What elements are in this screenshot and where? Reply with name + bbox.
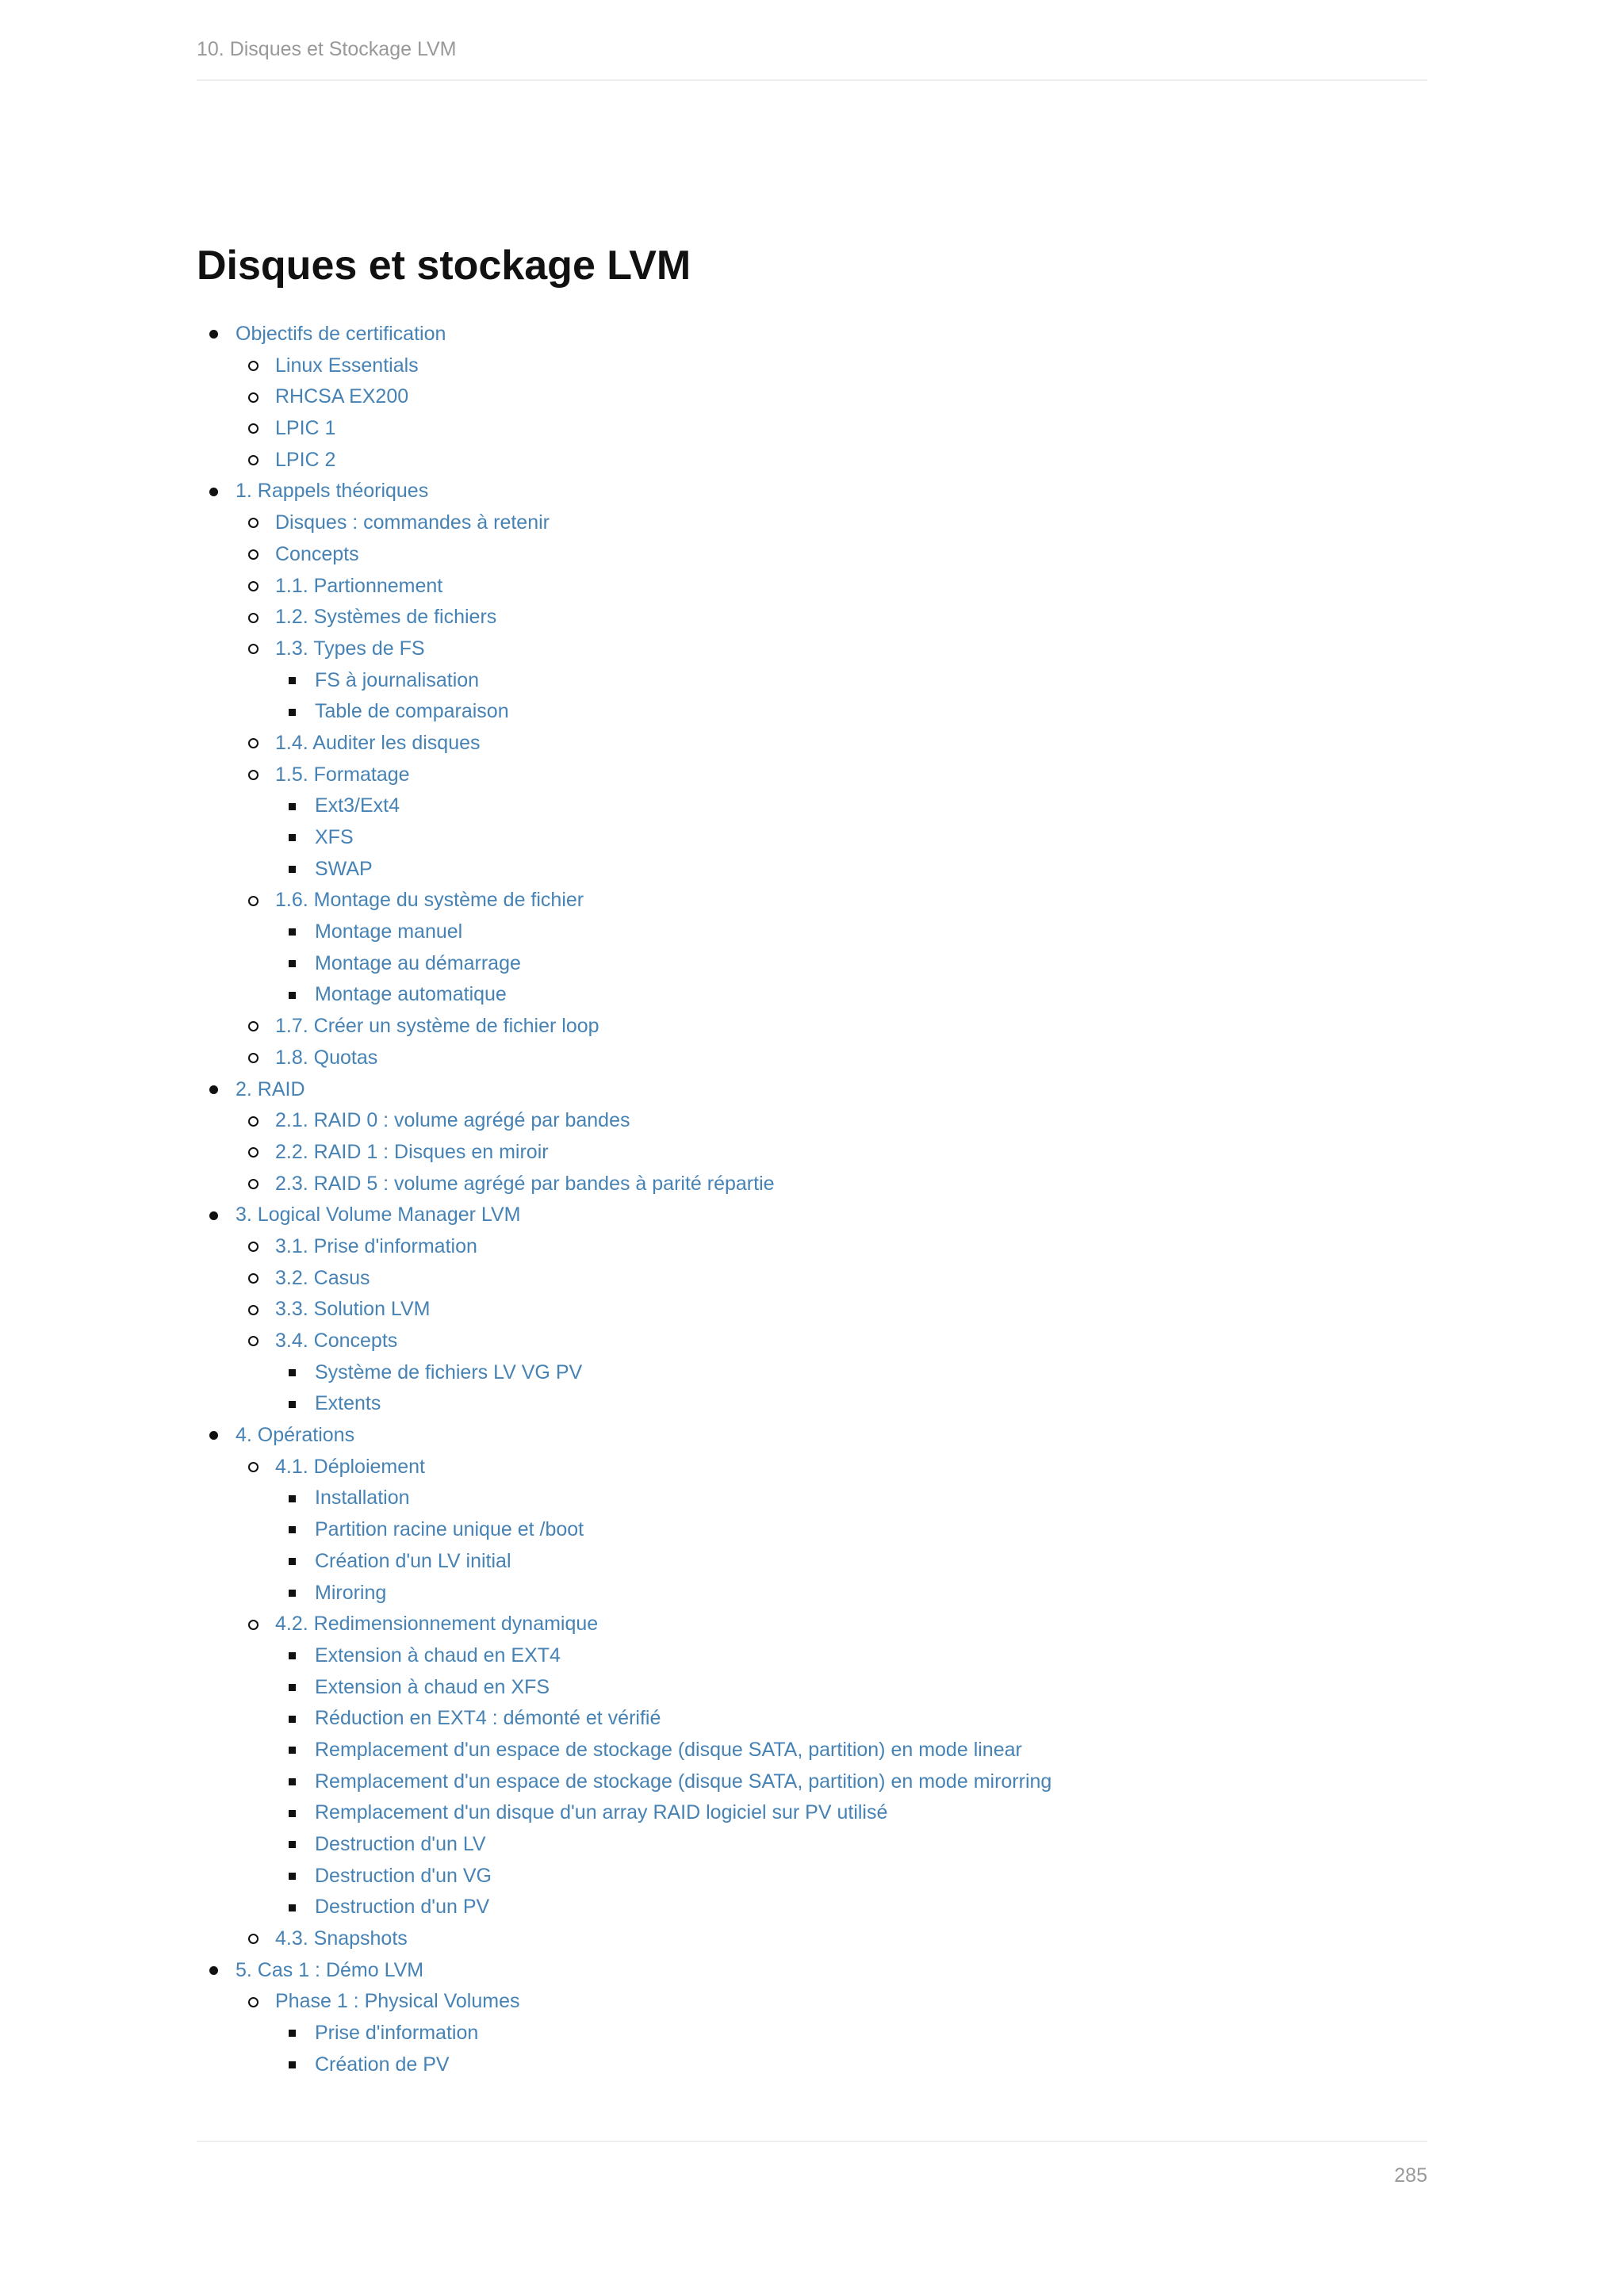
toc-link[interactable]: 3.2. Casus	[275, 1266, 370, 1289]
toc-link[interactable]: Montage au démarrage	[315, 951, 521, 974]
toc-item-level-2	[197, 350, 1427, 382]
square-bullet-icon	[289, 1640, 296, 1672]
toc-item-level-3	[197, 916, 1427, 948]
toc-item-level-2	[197, 1326, 1427, 1357]
square-bullet-icon	[289, 696, 296, 728]
toc-link[interactable]: 1.4. Auditer les disques	[275, 731, 481, 754]
circle-bullet-icon	[248, 1169, 259, 1200]
toc-link[interactable]: Partition racine unique et /boot	[315, 1518, 584, 1541]
toc-link[interactable]: 1.8. Quotas	[275, 1046, 378, 1069]
circle-bullet-icon	[248, 1137, 259, 1169]
toc-item-level-3	[197, 979, 1427, 1011]
toc-link[interactable]: Remplacement d'un espace de stockage (disque SATA, partition) en mode mirorring	[315, 1770, 1052, 1793]
circle-bullet-icon	[248, 1609, 259, 1640]
toc-item-level-3	[197, 822, 1427, 854]
toc-link[interactable]: Montage manuel	[315, 920, 463, 943]
toc-link[interactable]: Ext3/Ext4	[315, 794, 400, 817]
toc-item-level-2	[197, 1923, 1427, 1955]
toc-item-level-2	[197, 1294, 1427, 1326]
circle-bullet-icon	[248, 1043, 259, 1074]
toc-link[interactable]: Objectifs de certification	[236, 323, 446, 345]
toc-item-level-3	[197, 854, 1427, 886]
page-header	[197, 35, 1427, 81]
disc-bullet-icon	[209, 476, 218, 507]
toc-item-level-2	[197, 602, 1427, 633]
running-header-chapter: 10. Disques et Stockage LVM	[197, 38, 457, 60]
square-bullet-icon	[289, 1514, 296, 1546]
toc-item-level-2	[197, 571, 1427, 603]
circle-bullet-icon	[248, 539, 259, 571]
toc-item-level-1	[197, 1074, 1427, 1106]
square-bullet-icon	[289, 822, 296, 854]
toc-item-level-2	[197, 507, 1427, 539]
toc-item-level-1	[197, 319, 1427, 350]
toc-link[interactable]: 2. RAID	[236, 1077, 305, 1100]
circle-bullet-icon	[248, 507, 259, 539]
circle-bullet-icon	[248, 728, 259, 760]
toc-item-level-3	[197, 2018, 1427, 2049]
toc-link[interactable]: Destruction d'un VG	[315, 1864, 492, 1887]
square-bullet-icon	[289, 1829, 296, 1861]
square-bullet-icon	[289, 1357, 296, 1389]
toc-link[interactable]: XFS	[315, 826, 354, 848]
toc-link[interactable]: Extents	[315, 1392, 381, 1415]
circle-bullet-icon	[248, 445, 259, 476]
toc-item-level-3	[197, 1672, 1427, 1704]
toc-item-level-3	[197, 696, 1427, 728]
toc-link[interactable]: SWAP	[315, 857, 373, 880]
toc-link[interactable]: 2.1. RAID 0 : volume agrégé par bandes	[275, 1109, 630, 1132]
circle-bullet-icon	[248, 760, 259, 791]
toc-link[interactable]: Disques : commandes à retenir	[275, 511, 550, 534]
toc-link[interactable]: LPIC 2	[275, 448, 336, 471]
toc-link[interactable]: Table de comparaison	[315, 700, 509, 723]
circle-bullet-icon	[248, 571, 259, 603]
toc-item-level-2	[197, 728, 1427, 760]
toc-item-level-2	[197, 1137, 1427, 1169]
toc-item-level-2	[197, 1263, 1427, 1295]
circle-bullet-icon	[248, 1294, 259, 1326]
toc-item-level-2	[197, 1105, 1427, 1137]
square-bullet-icon	[289, 1892, 296, 1923]
toc-item-level-3	[197, 1892, 1427, 1923]
toc-item-level-2	[197, 1169, 1427, 1200]
toc-link[interactable]: 1.5. Formatage	[275, 763, 410, 786]
toc-item-level-1	[197, 1420, 1427, 1452]
toc-link[interactable]: Création de PV	[315, 2053, 450, 2076]
toc-item-level-3	[197, 1797, 1427, 1829]
toc-link[interactable]: 3. Logical Volume Manager LVM	[236, 1203, 521, 1226]
circle-bullet-icon	[248, 1231, 259, 1263]
toc-link[interactable]: Montage automatique	[315, 983, 507, 1006]
square-bullet-icon	[289, 1546, 296, 1578]
disc-bullet-icon	[209, 1420, 218, 1452]
toc-link[interactable]: Prise d'information	[315, 2022, 479, 2045]
toc-link[interactable]: Remplacement d'un disque d'un array RAID logiciel sur PV utilisé	[315, 1801, 888, 1824]
square-bullet-icon	[289, 1861, 296, 1892]
toc-item-level-3	[197, 1483, 1427, 1514]
toc-link[interactable]: 3.1. Prise d'information	[275, 1234, 477, 1257]
circle-bullet-icon	[248, 1452, 259, 1483]
square-bullet-icon	[289, 854, 296, 886]
page-title: Disques et stockage LVM	[197, 243, 691, 289]
toc-item-level-3	[197, 1766, 1427, 1798]
circle-bullet-icon	[248, 602, 259, 633]
toc-item-level-2	[197, 539, 1427, 571]
square-bullet-icon	[289, 665, 296, 697]
toc-link[interactable]: Remplacement d'un espace de stockage (disque SATA, partition) en mode linear	[315, 1738, 1022, 1761]
toc-link[interactable]: Destruction d'un LV	[315, 1833, 486, 1855]
toc-link[interactable]: Phase 1 : Physical Volumes	[275, 1990, 520, 2013]
toc-item-level-3	[197, 1703, 1427, 1735]
square-bullet-icon	[289, 790, 296, 822]
square-bullet-icon	[289, 916, 296, 948]
square-bullet-icon	[289, 1735, 296, 1766]
toc-link[interactable]: Installation	[315, 1487, 410, 1510]
toc-link[interactable]: Destruction d'un PV	[315, 1896, 490, 1919]
page-number: 285	[1394, 2164, 1427, 2187]
toc-item-level-3	[197, 790, 1427, 822]
toc-link[interactable]: 1. Rappels théoriques	[236, 480, 429, 503]
toc-item-level-2	[197, 1011, 1427, 1043]
square-bullet-icon	[289, 1703, 296, 1735]
square-bullet-icon	[289, 2018, 296, 2049]
square-bullet-icon	[289, 2049, 296, 2081]
square-bullet-icon	[289, 1672, 296, 1704]
toc-link[interactable]: Réduction en EXT4 : démonté et vérifié	[315, 1707, 661, 1730]
toc-list	[197, 319, 1427, 2081]
toc-item-level-2	[197, 1452, 1427, 1483]
toc-link[interactable]: FS à journalisation	[315, 668, 480, 691]
toc-item-level-2	[197, 1043, 1427, 1074]
disc-bullet-icon	[209, 1955, 218, 1987]
toc-link[interactable]: LPIC 1	[275, 417, 336, 440]
circle-bullet-icon	[248, 350, 259, 382]
toc-link[interactable]: 2.2. RAID 1 : Disques en miroir	[275, 1140, 549, 1163]
toc-item-level-2	[197, 1609, 1427, 1640]
toc-item-level-2	[197, 760, 1427, 791]
toc-link[interactable]: Extension à chaud en EXT4	[315, 1644, 561, 1667]
toc-item-level-2	[197, 633, 1427, 665]
toc-link[interactable]: 1.6. Montage du système de fichier	[275, 889, 584, 912]
toc-link[interactable]: Linux Essentials	[275, 354, 419, 377]
circle-bullet-icon	[248, 885, 259, 916]
toc-item-level-2	[197, 445, 1427, 476]
toc-link[interactable]: 1.2. Systèmes de fichiers	[275, 606, 497, 629]
toc-item-level-3	[197, 1514, 1427, 1546]
toc-link[interactable]: Système de fichiers LV VG PV	[315, 1360, 583, 1383]
toc-item-level-3	[197, 1861, 1427, 1892]
toc-link[interactable]: 4.1. Déploiement	[275, 1455, 426, 1478]
disc-bullet-icon	[209, 1074, 218, 1106]
page-footer	[197, 2141, 1427, 2187]
toc-link[interactable]: 4. Opérations	[236, 1424, 355, 1447]
toc-item-level-3	[197, 665, 1427, 697]
toc-link[interactable]: 3.4. Concepts	[275, 1330, 398, 1352]
square-bullet-icon	[289, 979, 296, 1011]
toc-item-level-2	[197, 885, 1427, 916]
toc-item-level-2	[197, 1986, 1427, 2018]
toc-link[interactable]: Miroring	[315, 1581, 387, 1604]
circle-bullet-icon	[248, 1263, 259, 1295]
square-bullet-icon	[289, 1388, 296, 1420]
square-bullet-icon	[289, 1797, 296, 1829]
toc-item-level-1	[197, 1955, 1427, 1987]
circle-bullet-icon	[248, 1011, 259, 1043]
toc-item-level-1	[197, 1200, 1427, 1231]
toc-link[interactable]: 1.1. Partionnement	[275, 574, 443, 597]
circle-bullet-icon	[248, 1326, 259, 1357]
toc-item-level-3	[197, 2049, 1427, 2081]
toc-item-level-3	[197, 1546, 1427, 1578]
circle-bullet-icon	[248, 633, 259, 665]
toc-link[interactable]: 1.3. Types de FS	[275, 637, 425, 660]
disc-bullet-icon	[209, 1200, 218, 1231]
circle-bullet-icon	[248, 1923, 259, 1955]
toc-item-level-1	[197, 476, 1427, 507]
square-bullet-icon	[289, 1766, 296, 1798]
square-bullet-icon	[289, 1578, 296, 1609]
circle-bullet-icon	[248, 381, 259, 413]
circle-bullet-icon	[248, 413, 259, 445]
toc-item-level-3	[197, 1829, 1427, 1861]
toc-item-level-3	[197, 1388, 1427, 1420]
circle-bullet-icon	[248, 1986, 259, 2018]
toc-item-level-3	[197, 1357, 1427, 1389]
toc-item-level-3	[197, 1640, 1427, 1672]
toc-link[interactable]: RHCSA EX200	[275, 385, 409, 408]
toc-item-level-2	[197, 1231, 1427, 1263]
toc-link[interactable]: 1.7. Créer un système de fichier loop	[275, 1015, 599, 1038]
square-bullet-icon	[289, 1483, 296, 1514]
toc-item-level-2	[197, 381, 1427, 413]
toc-link[interactable]: Concepts	[275, 542, 359, 565]
toc-link[interactable]: Extension à chaud en XFS	[315, 1675, 550, 1698]
toc-link[interactable]: 4.3. Snapshots	[275, 1927, 408, 1950]
circle-bullet-icon	[248, 1105, 259, 1137]
toc-link[interactable]: 5. Cas 1 : Démo LVM	[236, 1958, 424, 1981]
toc-item-level-2	[197, 413, 1427, 445]
table-of-contents	[197, 319, 1427, 2081]
toc-link[interactable]: 2.3. RAID 5 : volume agrégé par bandes à parité répartie	[275, 1172, 775, 1195]
toc-item-level-3	[197, 1735, 1427, 1766]
toc-link[interactable]: 3.3. Solution LVM	[275, 1298, 431, 1321]
square-bullet-icon	[289, 948, 296, 980]
toc-item-level-3	[197, 1578, 1427, 1609]
toc-item-level-3	[197, 948, 1427, 980]
toc-link[interactable]: 4.2. Redimensionnement dynamique	[275, 1613, 599, 1636]
disc-bullet-icon	[209, 319, 218, 350]
toc-link[interactable]: Création d'un LV initial	[315, 1549, 511, 1572]
